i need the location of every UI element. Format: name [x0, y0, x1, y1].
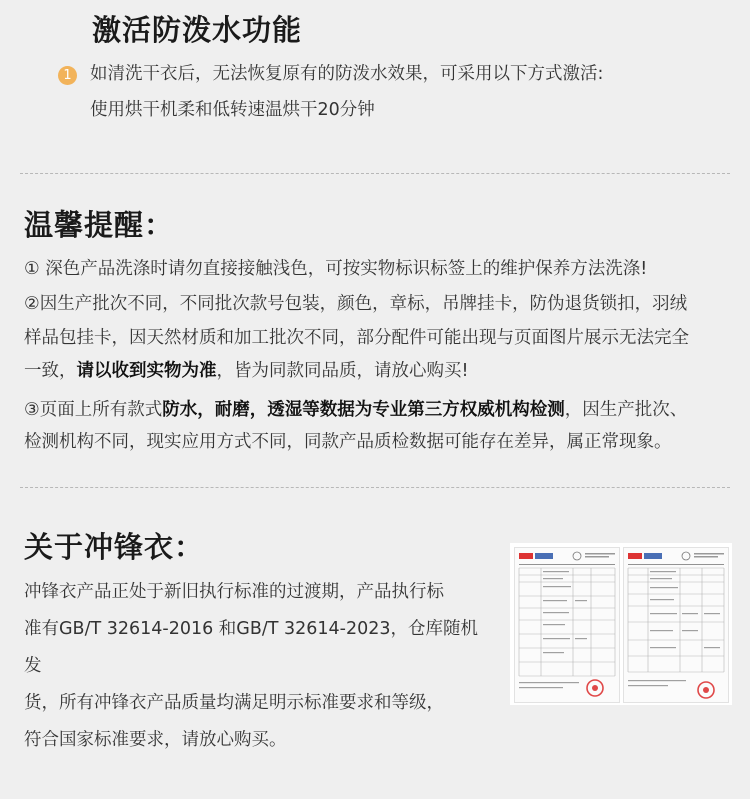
note-text: 一致，: [24, 361, 77, 381]
reminder-note-3-line-2: 检测机构不同，现实应用方式不同，同款产品质检数据可能存在差异，属正常现象。: [24, 432, 672, 452]
note-emphasis: 请以收到实物为准: [76, 361, 217, 381]
test-report-thumbnail-2: [623, 547, 729, 703]
test-report-thumbnail-1: [514, 547, 620, 703]
reminder-note-2-line-3: [24, 355, 736, 387]
activate-instruction-line-2: 使用烘干机柔和低转速温烘干20分钟: [90, 100, 375, 120]
reminder-note-1: ① 深色产品洗涤时请勿直接接触浅色，可按实物标识标签上的维护保养方法洗涤!: [24, 259, 648, 279]
about-line-2: 准有GB/T 32614-2016 和GB/T 32614-2023，仓库随机发: [24, 619, 479, 676]
section-title-about-jacket: 关于冲锋衣：: [24, 530, 205, 564]
about-line-3: 货，所有冲锋衣产品质量均满足明示标准要求和等级，: [24, 693, 444, 713]
reminder-note-2-line-1: ②因生产批次不同，不同批次款号包装，颜色，章标，吊牌挂卡，防伪退货锁扣，羽绒: [24, 294, 688, 314]
test-report-graphic: [515, 548, 619, 702]
activate-instruction-line-1: 如清洗干衣后，无法恢复原有的防泼水效果，可采用以下方式激活:: [90, 64, 604, 84]
section-divider: [20, 487, 730, 488]
section-title-activate-water-repellent: 激活防泼水功能: [92, 13, 303, 47]
test-report-graphic: [624, 548, 728, 702]
note-text: ，皆为同款同品质，请放心购买!: [216, 361, 469, 381]
section-title-reminder: 温馨提醒：: [24, 208, 175, 242]
test-report-images: [510, 543, 732, 705]
note-text: ③页面上所有款式: [24, 400, 163, 420]
note-emphasis: 防水，耐磨，透湿等数据为专业第三方权威机构检测: [162, 400, 565, 420]
note-text: ，因生产批次、: [564, 400, 688, 420]
step-number-badge: 1: [58, 66, 77, 85]
reminder-note-3-line-1: [24, 394, 736, 426]
about-jacket-paragraph: [24, 574, 494, 759]
about-line-4: 符合国家标准要求，请放心购买。: [24, 730, 287, 750]
reminder-note-2-line-2: 样品包挂卡，因天然材质和加工批次不同，部分配件可能出现与页面图片展示无法完全: [24, 328, 689, 348]
section-divider: [20, 173, 730, 174]
about-line-1: 冲锋衣产品正处于新旧执行标准的过渡期，产品执行标: [24, 582, 444, 602]
